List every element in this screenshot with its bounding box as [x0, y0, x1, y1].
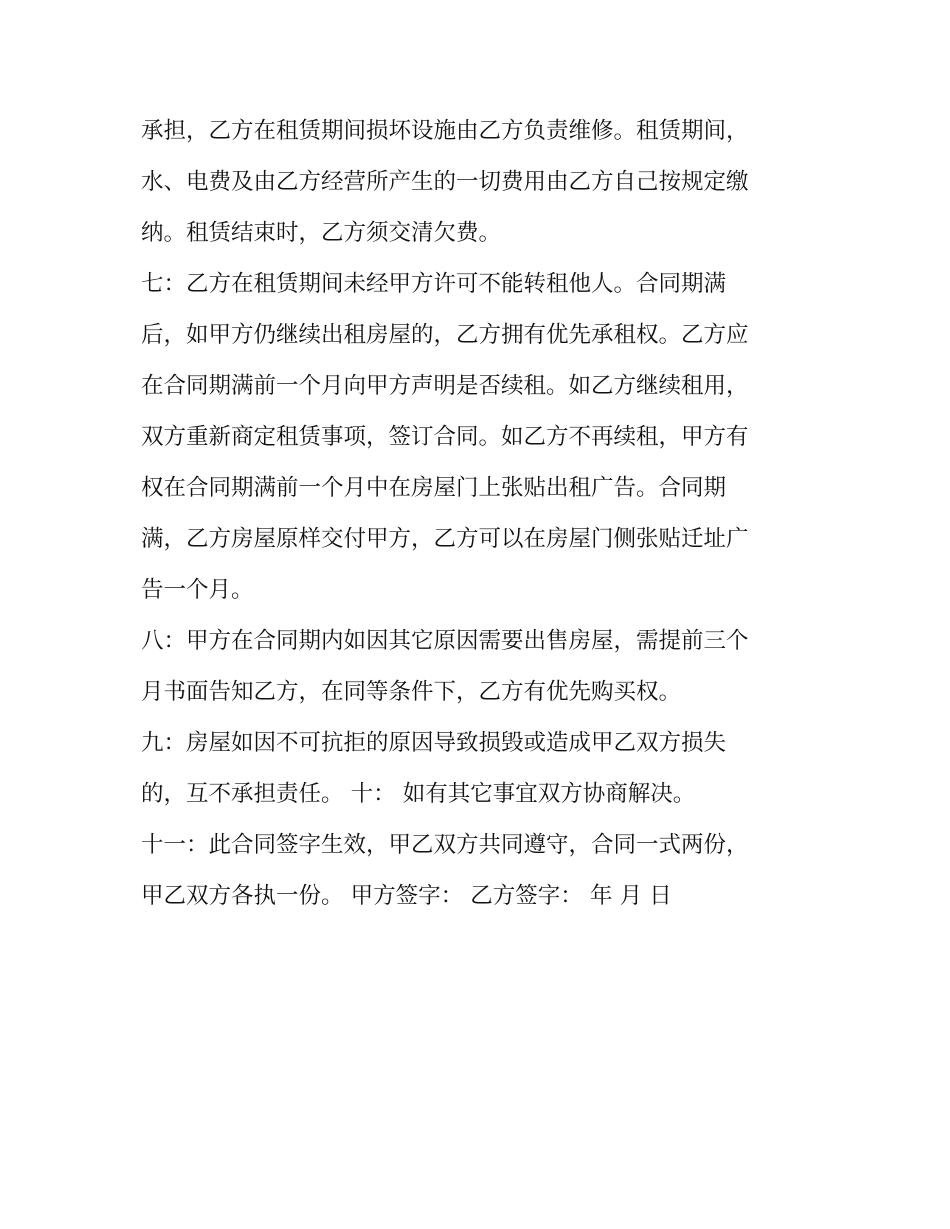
text-line: 承担，乙方在租赁期间损坏设施由乙方负责维修。租赁期间，	[141, 118, 749, 144]
text-line: 双方重新商定租赁事项，签订合同。如乙方不再续租，甲方有	[141, 424, 749, 450]
text-line: 权在合同期满前一个月中在房屋门上张贴出租广告。合同期	[141, 475, 727, 501]
text-line: 十一：此合同签字生效，甲乙双方共同遵守，合同一式两份，	[141, 832, 749, 858]
text-line: 月书面告知乙方，在同等条件下，乙方有优先购买权。	[141, 679, 682, 705]
text-line: 的，互不承担责任。 十： 如有其它事宜双方协商解决。	[141, 781, 696, 807]
contract-body	[141, 106, 821, 922]
text-line: 告一个月。	[141, 577, 254, 603]
text-line: 水、电费及由乙方经营所产生的一切费用由乙方自己按规定缴	[141, 169, 749, 195]
text-line: 七：乙方在租赁期间未经甲方许可不能转租他人。合同期满	[141, 271, 727, 297]
text-line: 八：甲方在合同期内如因其它原因需要出售房屋，需提前三个	[141, 628, 749, 654]
signature-line: 甲乙双方各执一份。 甲方签字： 乙方签字： 年 月 日	[141, 883, 672, 909]
text-line: 后，如甲方仍继续出租房屋的，乙方拥有优先承租权。乙方应	[141, 322, 749, 348]
text-line: 在合同期满前一个月向甲方声明是否续租。如乙方继续租用，	[141, 373, 749, 399]
text-line: 九：房屋如因不可抗拒的原因导致损毁或造成甲乙双方损失	[141, 730, 727, 756]
text-line: 满，乙方房屋原样交付甲方，乙方可以在房屋门侧张贴迁址广	[141, 526, 749, 552]
text-line: 纳。租赁结束时，乙方须交清欠费。	[141, 220, 502, 246]
